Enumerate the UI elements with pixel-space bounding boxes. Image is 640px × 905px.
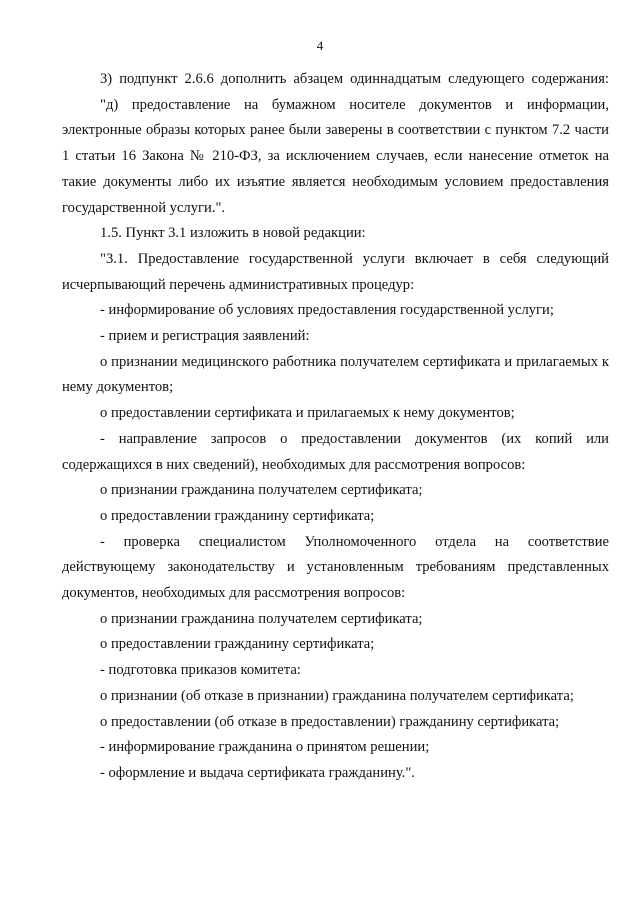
paragraph-subitem-d: "д) предоставление на бумажном носителе документов и информации, электронные образы которых ранее были заверены в соответствии с пунктом 7.2 части 1 статьи 16 Закона № 210-ФЗ, за исключением случаев, если нанесение отметок на такие документы либо их изъятие является необходимым условием предоставления государственной услуги.". <box>62 96 609 216</box>
list-item: о предоставлении гражданину сертификата; <box>100 507 375 524</box>
document-body <box>62 67 609 787</box>
list-item: - информирование гражданина о принятом решении; <box>100 739 430 756</box>
paragraph-amendment-3: 3) подпункт 2.6.6 дополнить абзацем одиннадцатым следующего содержания: <box>100 71 609 87</box>
list-item: - оформление и выдача сертификата гражданину.". <box>100 764 415 781</box>
list-item: о признании (об отказе в признании) гражданина получателем сертификата; <box>100 687 574 704</box>
paragraph-item-3-1: "3.1. Предоставление государственной услуги включает в себя следующий исчерпывающий перечень административных процедур: <box>62 250 609 293</box>
list-item: - направление запросов о предоставлении документов (их копий или содержащихся в них сведений), необходимых для рассмотрения вопросов: <box>62 430 609 473</box>
paragraph-item-1-5: 1.5. Пункт 3.1 изложить в новой редакции: <box>100 225 366 242</box>
list-item: - прием и регистрация заявлений: <box>100 328 310 345</box>
list-item: о предоставлении сертификата и прилагаемых к нему документов; <box>100 405 515 422</box>
list-item: о предоставлении гражданину сертификата; <box>100 636 375 653</box>
list-item: о предоставлении (об отказе в предоставлении) гражданину сертификата; <box>100 713 560 730</box>
list-item: - информирование об условиях предоставления государственной услуги; <box>100 302 554 319</box>
page-number: 4 <box>316 38 324 53</box>
list-item: - подготовка приказов комитета: <box>100 662 301 679</box>
list-item: о признании гражданина получателем сертификата; <box>100 610 423 627</box>
list-item: - проверка специалистом Уполномоченного отдела на соответствие действующему законодательству и установленным требованиям представленных документов, необходимых для рассмотрения вопросов: <box>62 533 609 602</box>
list-item: о признании гражданина получателем сертификата; <box>100 482 423 499</box>
list-item: о признании медицинского работника получателем сертификата и прилагаемых к нему документов; <box>62 353 609 396</box>
